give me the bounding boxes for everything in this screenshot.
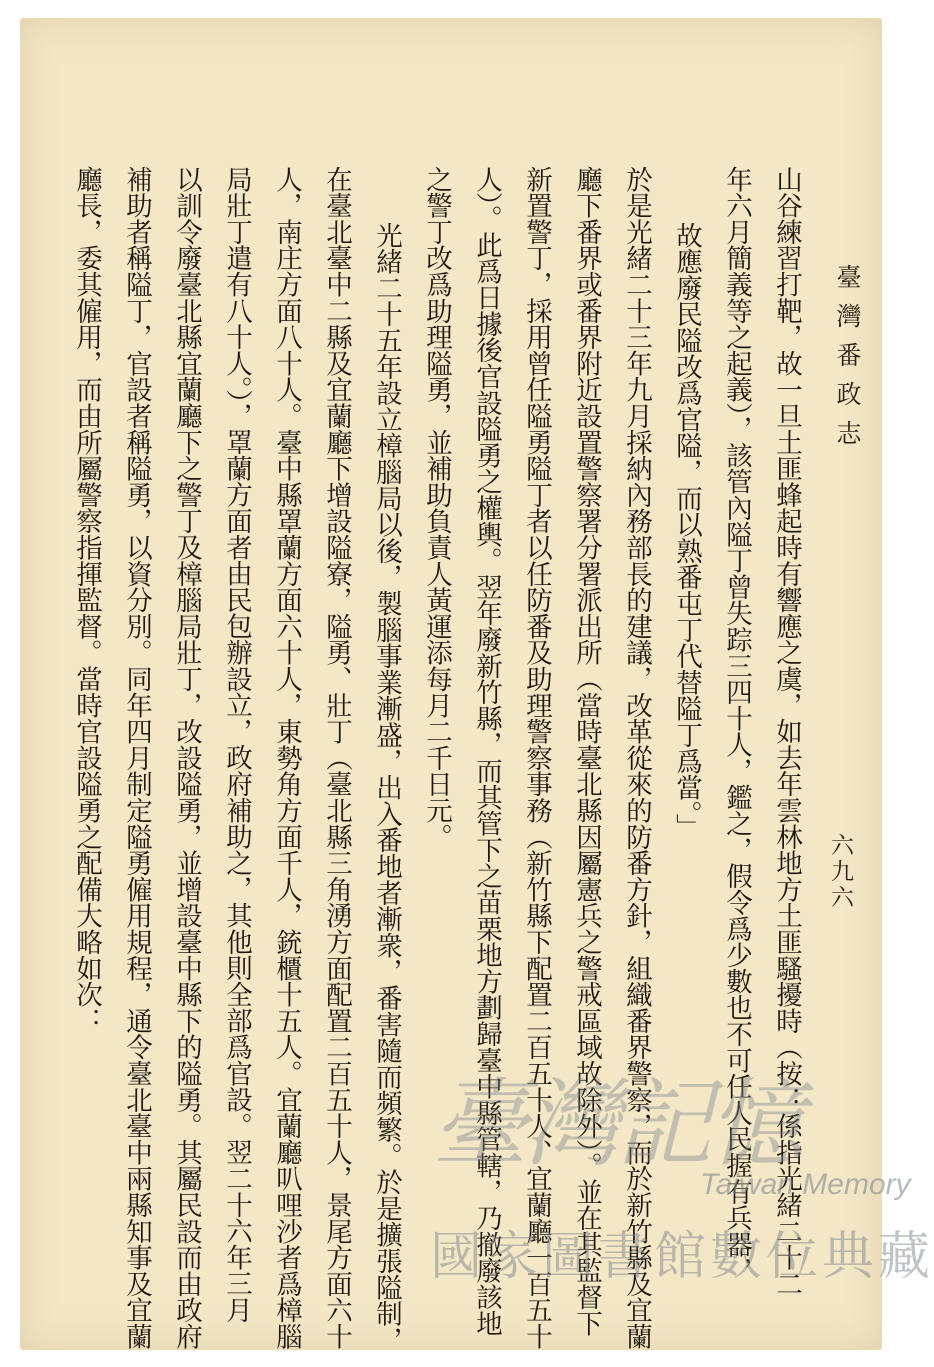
- watermark-organization: 國家圖書館數位典藏: [430, 1227, 934, 1287]
- text-column: 在臺北臺中二縣及宜蘭廳下增設隘寮，隘勇、壯丁（臺北縣三角湧方面配置二百五十人，景尾方面六十: [321, 166, 352, 1350]
- text-column: 年六月簡義等之起義），該管內隘丁曾失踪三四十人，鑑之，假令爲少數也不可任人民握有兵器，: [721, 166, 752, 1284]
- book-page: [20, 18, 934, 1353]
- text-column: 光緒二十五年設立樟腦局以後，製腦事業漸盛，出入番地者漸衆，番害隨而頻繁。於是擴張隘制，: [371, 222, 402, 1353]
- running-head-title: 臺灣番政志: [833, 264, 862, 459]
- text-column: 以訓令廢臺北縣宜蘭廳下之警丁及樟腦局壯丁，改設隘勇，並增設臺中縣下的隘勇。其屬民設而由政府: [171, 166, 202, 1350]
- text-column: 之警丁改爲助理隘勇，並補助負責人黃運添每月二千日元。: [421, 166, 452, 850]
- text-column: 廳下番界或番界附近設置警察署分署派出所（當時臺北縣因屬憲兵之警戒區域故除外）。並在其監督下: [571, 166, 602, 1337]
- text-column: 新置警丁，採用曾任隘勇隘丁者以任防番及助理警察事務（新竹縣下配置二百五十人、宜蘭廳一百五十: [521, 166, 552, 1350]
- text-column: 人）。此爲日據後官設隘勇之權輿。翌年廢新竹縣，而其管下之苗栗地方劃歸臺中縣管轄，乃撤廢該地: [471, 166, 502, 1337]
- watermark-english: Taiwan Memory: [700, 1168, 911, 1201]
- text-column: 故應廢民隘改爲官隘，而以熟番屯丁代替隘丁爲當。」: [671, 222, 702, 840]
- page-number: 六九六: [827, 833, 853, 911]
- text-column: 補助者稱隘丁，官設者稱隘勇，以資分別。同年四月制定隘勇僱用規程，通令臺北臺中兩縣知事及宜蘭: [121, 166, 152, 1350]
- text-column: 人，南庄方面八十人。臺中縣罩蘭方面六十人，東勢角方面千人，銃櫃十五人。宜蘭廳叭哩沙者爲樟腦: [271, 166, 302, 1350]
- text-column: 局壯丁遣有八十人。），罩蘭方面者由民包辦設立，政府補助之，其他則全部爲官設。翌二十六年三月: [221, 166, 252, 1324]
- text-column: 於是光緒二十三年九月採納內務部長的建議，改革從來的防番方針，組織番界警察，而於新竹縣及宜蘭: [621, 166, 652, 1350]
- watermark-logo: 臺灣記憶: [432, 1068, 800, 1180]
- text-column: 廳長，委其僱用，而由所屬警察指揮監督。當時官設隘勇之配備大略如次：: [71, 166, 102, 1034]
- text-column: 山谷練習打靶，故一旦土匪蜂起時有響應之虞，如去年雲林地方土匪騷擾時（按：係指光緒二十二: [771, 166, 802, 1297]
